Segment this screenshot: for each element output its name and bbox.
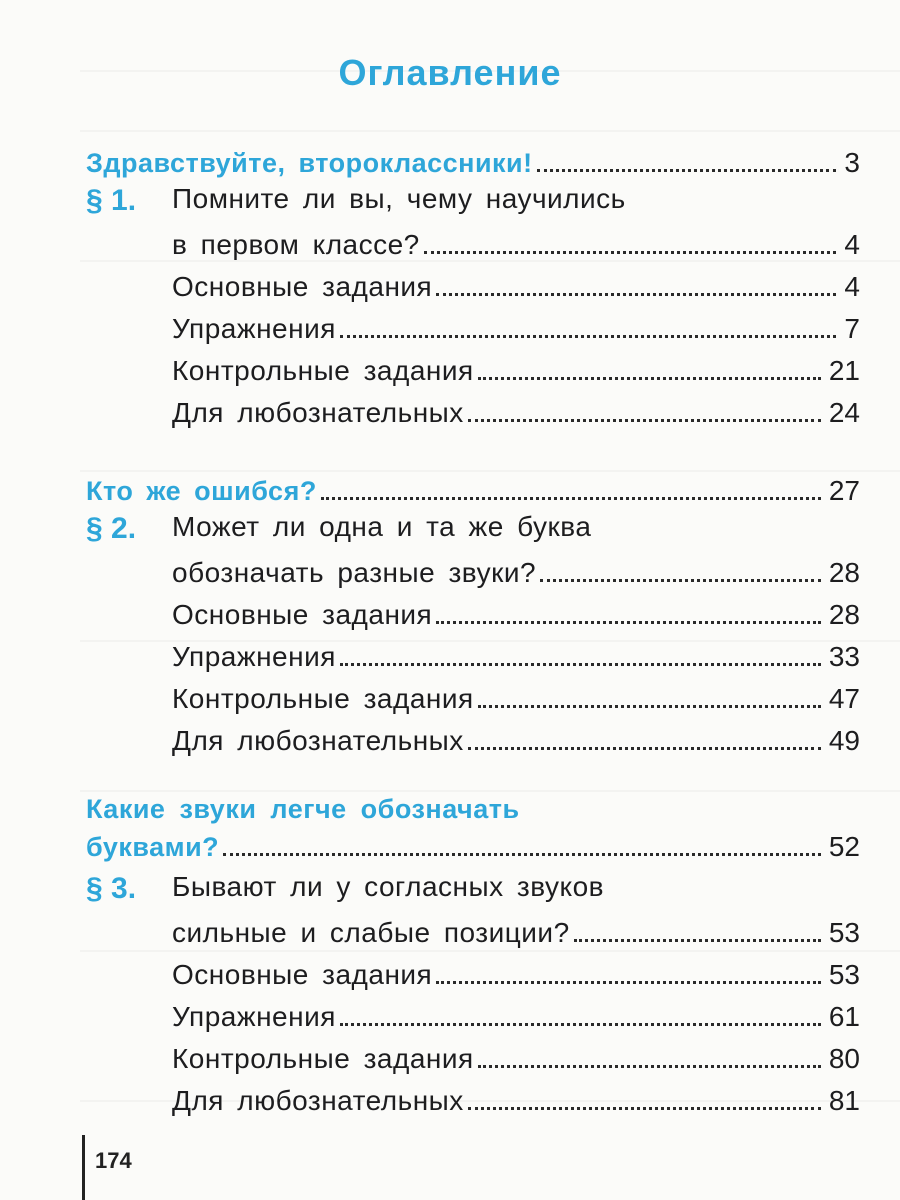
dot-leader	[468, 747, 821, 750]
page-ref: 28	[828, 599, 860, 630]
toc-chapter-1[interactable]	[86, 140, 860, 180]
toc-section-3[interactable]	[172, 910, 860, 950]
page-ref: 81	[828, 1085, 860, 1116]
toc-section-2-line1[interactable]	[172, 510, 860, 550]
page-ref: 53	[828, 917, 860, 948]
item-label: Упражнения	[172, 1001, 336, 1032]
toc-item[interactable]	[172, 390, 860, 430]
dot-leader	[436, 293, 836, 296]
toc-section-2[interactable]	[172, 550, 860, 590]
dot-leader	[436, 981, 821, 984]
item-label: Упражнения	[172, 313, 336, 344]
dot-leader	[468, 419, 821, 422]
dot-leader	[540, 579, 821, 582]
page-ref: 53	[828, 959, 860, 990]
item-label: Контрольные задания	[172, 355, 474, 386]
toc-section-1[interactable]	[172, 222, 860, 262]
page-ref: 47	[828, 683, 860, 714]
toc-chapter-2[interactable]	[86, 468, 860, 508]
section-title: Бывают ли у согласных звуков	[172, 871, 605, 902]
section-title: Помните ли вы, чему научились	[172, 183, 626, 214]
page-ref: 4	[844, 271, 860, 302]
toc-item[interactable]	[172, 994, 860, 1034]
page-ref: 21	[828, 355, 860, 386]
dot-leader	[468, 1107, 821, 1110]
section-mark-2: § 2.	[86, 512, 137, 545]
item-label: Для любознательных	[172, 397, 464, 428]
toc-item[interactable]	[172, 348, 860, 388]
page-number-bar	[82, 1135, 85, 1200]
page-ref: 7	[844, 313, 860, 344]
page-ref: 4	[844, 229, 860, 260]
chapter-title: Здравствуйте, второклассники!	[86, 148, 533, 178]
item-label: Контрольные задания	[172, 683, 474, 714]
dot-leader	[574, 939, 821, 942]
dot-leader	[436, 621, 821, 624]
toc-item[interactable]	[172, 264, 860, 304]
item-label: Для любознательных	[172, 725, 464, 756]
page-ref: 28	[828, 557, 860, 588]
chapter-title: Кто же ошибся?	[86, 476, 317, 506]
section-title: сильные и слабые позиции?	[172, 917, 570, 948]
toc-item[interactable]	[172, 634, 860, 674]
page-title: Оглавление	[338, 52, 562, 93]
section-title: в первом классе?	[172, 229, 420, 260]
dot-leader	[340, 335, 837, 338]
page-ref: 27	[828, 475, 860, 506]
toc-chapter-3[interactable]	[86, 824, 860, 864]
dot-leader	[478, 377, 821, 380]
toc-item[interactable]	[172, 306, 860, 346]
item-label: Основные задания	[172, 599, 433, 630]
toc-item[interactable]	[172, 1078, 860, 1118]
toc-item[interactable]	[172, 1036, 860, 1076]
chapter-title: Какие звуки легче обозначать	[86, 794, 520, 824]
section-mark-1: § 1.	[86, 184, 137, 217]
dot-leader	[340, 1023, 821, 1026]
dot-leader	[321, 497, 821, 500]
section-title: обозначать разные звуки?	[172, 557, 537, 588]
dot-leader	[537, 169, 837, 172]
dot-leader	[478, 1065, 821, 1068]
page-ref: 49	[828, 725, 860, 756]
page-number: 174	[95, 1148, 132, 1173]
dot-leader	[340, 663, 821, 666]
toc-item[interactable]	[172, 592, 860, 632]
section-mark-3: § 3.	[86, 872, 137, 905]
item-label: Основные задания	[172, 959, 433, 990]
toc-section-3-line1[interactable]	[172, 870, 860, 910]
toc-item[interactable]	[172, 676, 860, 716]
page-ref: 52	[828, 831, 860, 862]
page-ref: 3	[844, 147, 860, 178]
toc-item[interactable]	[172, 718, 860, 758]
page-ref: 61	[828, 1001, 860, 1032]
dot-leader	[478, 705, 821, 708]
page-ref: 80	[828, 1043, 860, 1074]
item-label: Упражнения	[172, 641, 336, 672]
dot-leader	[223, 853, 821, 856]
item-label: Контрольные задания	[172, 1043, 474, 1074]
page-ref: 33	[828, 641, 860, 672]
dot-leader	[424, 251, 837, 254]
toc-section-1-line1[interactable]	[172, 182, 860, 222]
page-ref: 24	[828, 397, 860, 428]
item-label: Основные задания	[172, 271, 433, 302]
toc-item[interactable]	[172, 952, 860, 992]
chapter-title: буквами?	[86, 832, 220, 862]
item-label: Для любознательных	[172, 1085, 464, 1116]
section-title: Может ли одна и та же буква	[172, 511, 592, 542]
